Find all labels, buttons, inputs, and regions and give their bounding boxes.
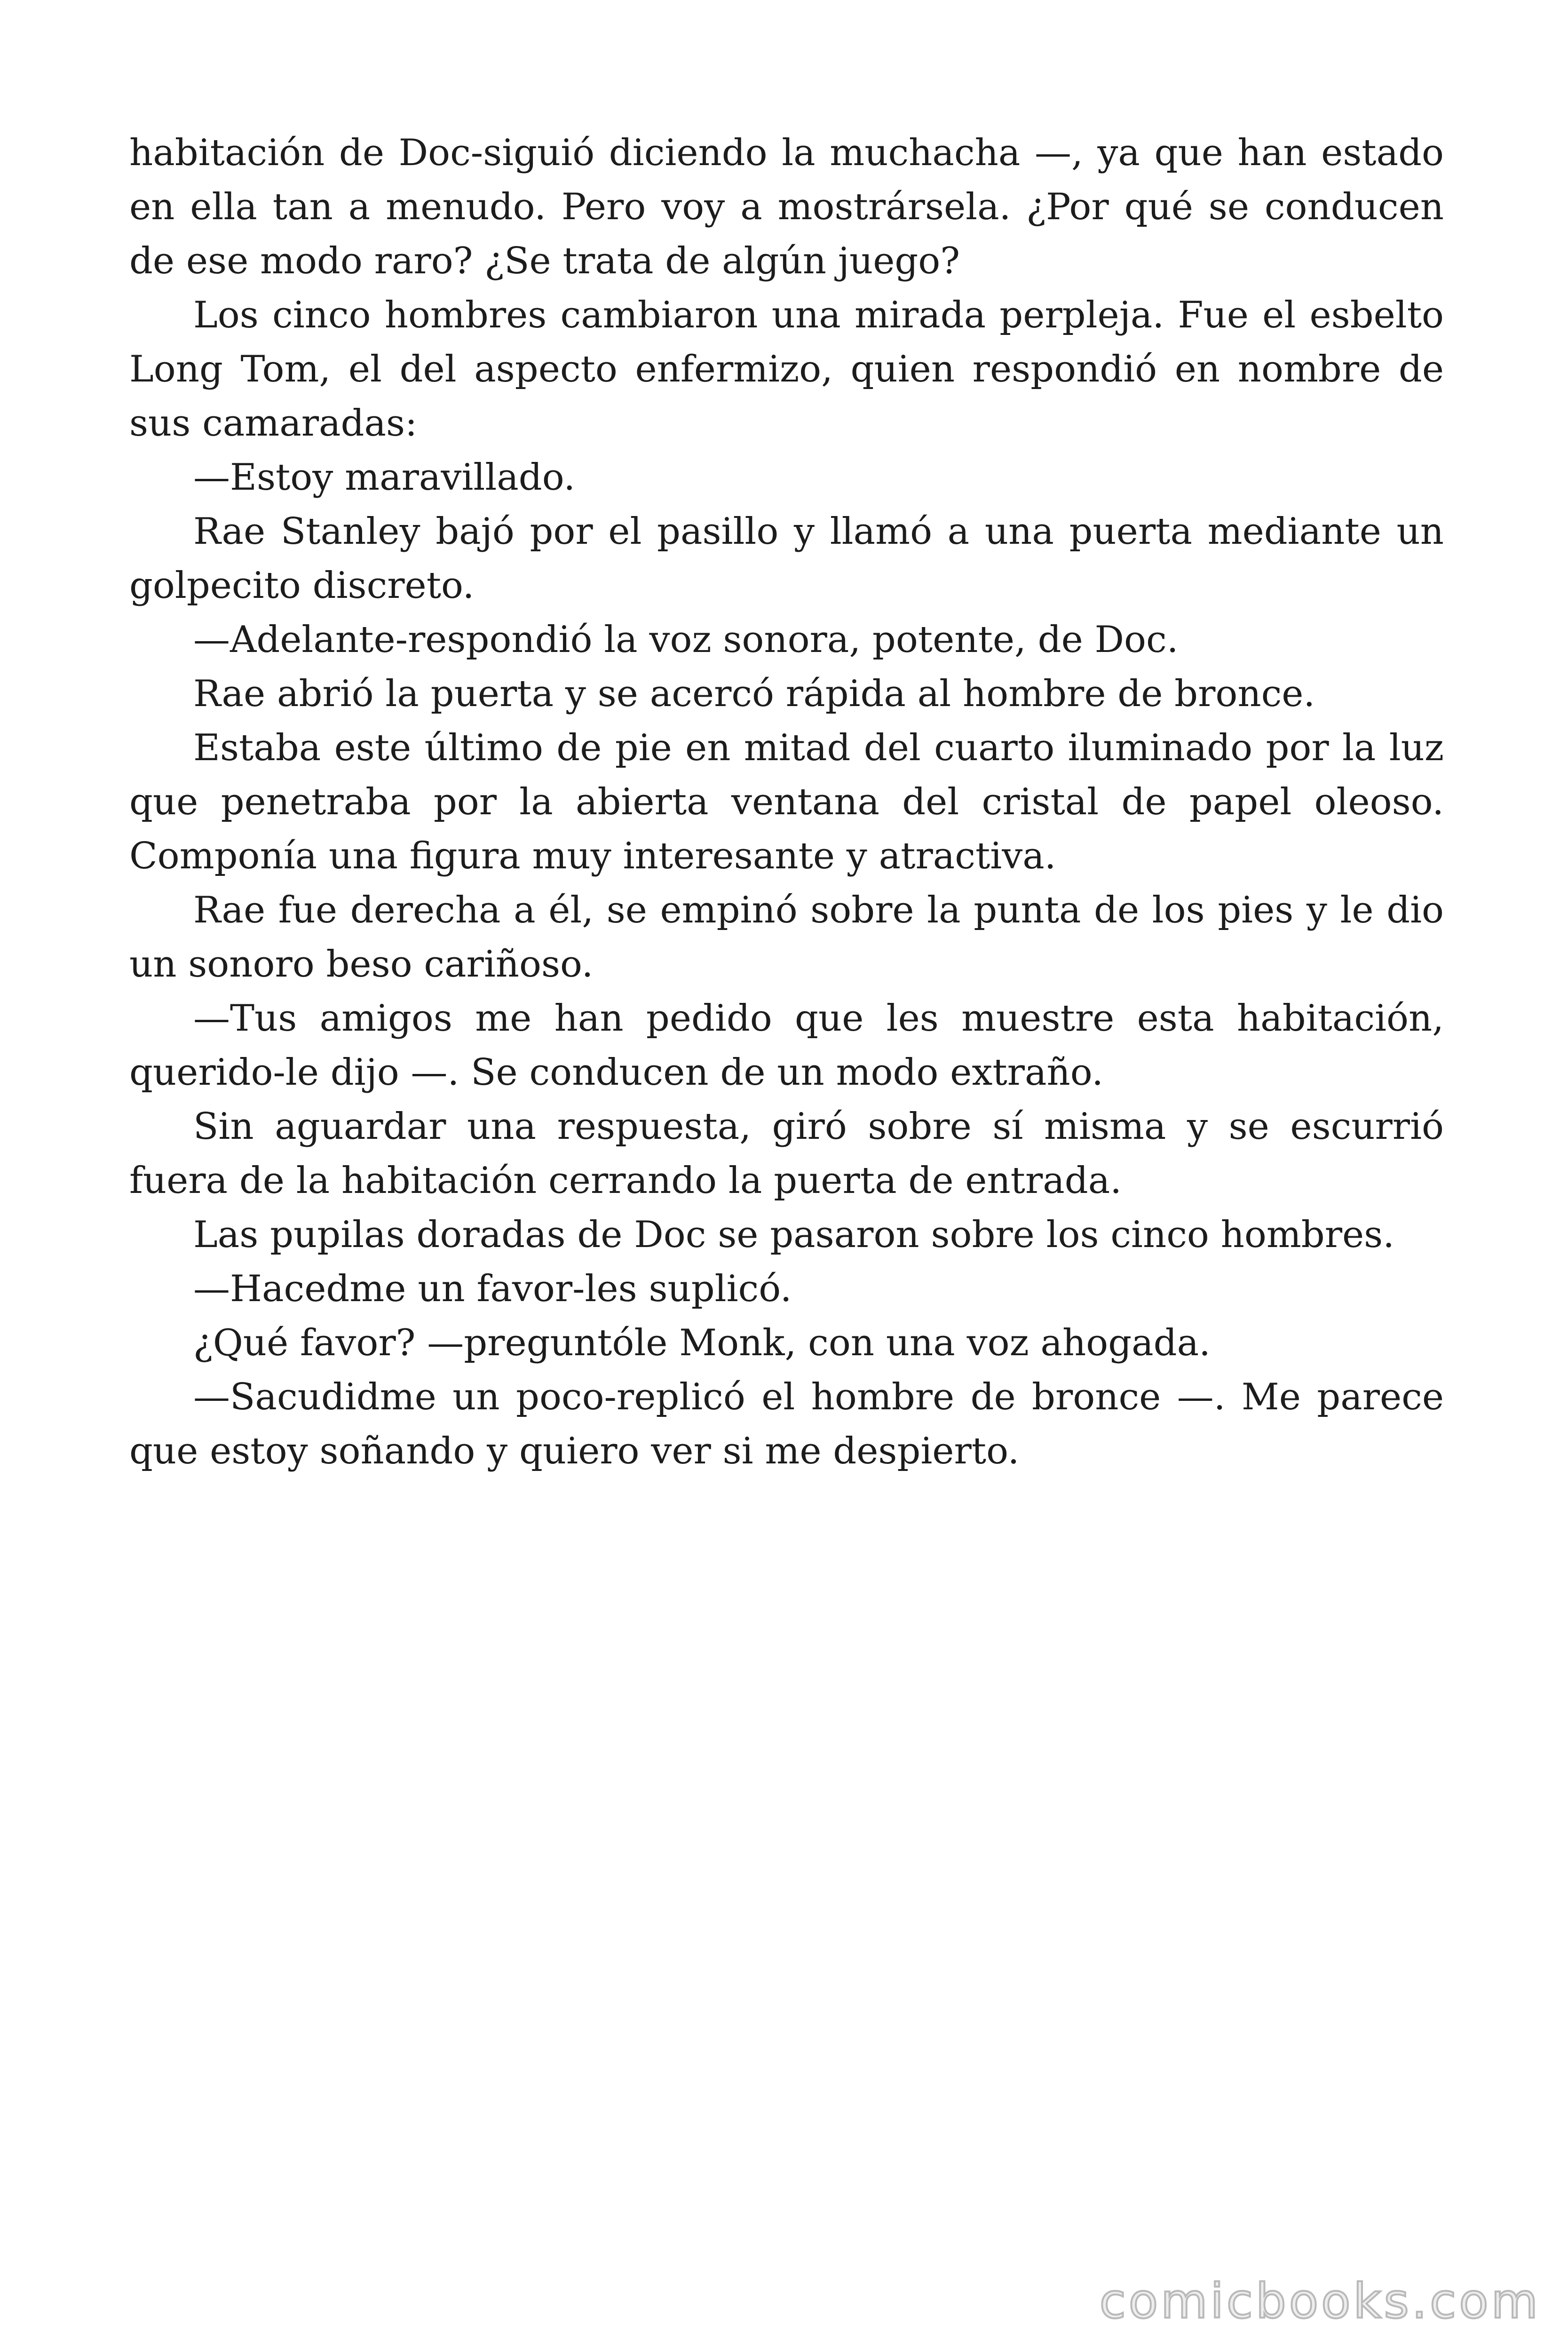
paragraph-4: Rae Stanley bajó por el pasillo y llamó a una puerta mediante un golpecito discreto. [129, 510, 1444, 607]
paragraph-13: ¿Qué favor? —preguntóle Monk, con una voz ahogada. [193, 1322, 1211, 1364]
paragraph-1: habitación de Doc-siguió diciendo la muchacha —, ya que han estado en ella tan a menudo. Pero voy a mostrársela. ¿Por qué se conducen de ese modo raro? ¿Se trata de algún juego? [129, 132, 1444, 282]
paragraph-5: —Adelante-respondió la voz sonora, potente, de Doc. [193, 619, 1179, 661]
paragraph-9: —Tus amigos me han pedido que les muestre esta habitación, querido-le dijo —. Se conducen de un modo extraño. [129, 997, 1444, 1094]
paragraph-10: Sin aguardar una respuesta, giró sobre sí misma y se escurrió fuera de la habitación cerrando la puerta de entrada. [129, 1105, 1444, 1202]
paragraph-7: Estaba este último de pie en mitad del cuarto iluminado por la luz que penetraba por la abierta ventana del cristal de papel oleoso. Componía una figura muy interesante y atractiva. [129, 727, 1444, 877]
paragraph-12: —Hacedme un favor-les suplicó. [193, 1268, 792, 1310]
paragraph-2: Los cinco hombres cambiaron una mirada perpleja. Fue el esbelto Long Tom, el del aspecto enfermizo, quien respondió en nombre de sus camaradas: [129, 294, 1444, 445]
paragraph-3: —Estoy maravillado. [193, 456, 576, 499]
body-text [129, 126, 1444, 1478]
paragraph-11: Las pupilas doradas de Doc se pasaron sobre los cinco hombres. [193, 1214, 1395, 1256]
paragraph-14: —Sacudidme un poco-replicó el hombre de bronce —. Me parece que estoy soñando y quiero ver si me despierto. [129, 1376, 1444, 1472]
watermark: comicbooks.com [1099, 2273, 1541, 2329]
paragraph-8: Rae fue derecha a él, se empinó sobre la punta de los pies y le dio un sonoro beso cariñoso. [129, 889, 1444, 985]
paragraph-6: Rae abrió la puerta y se acercó rápida al hombre de bronce. [193, 673, 1315, 715]
